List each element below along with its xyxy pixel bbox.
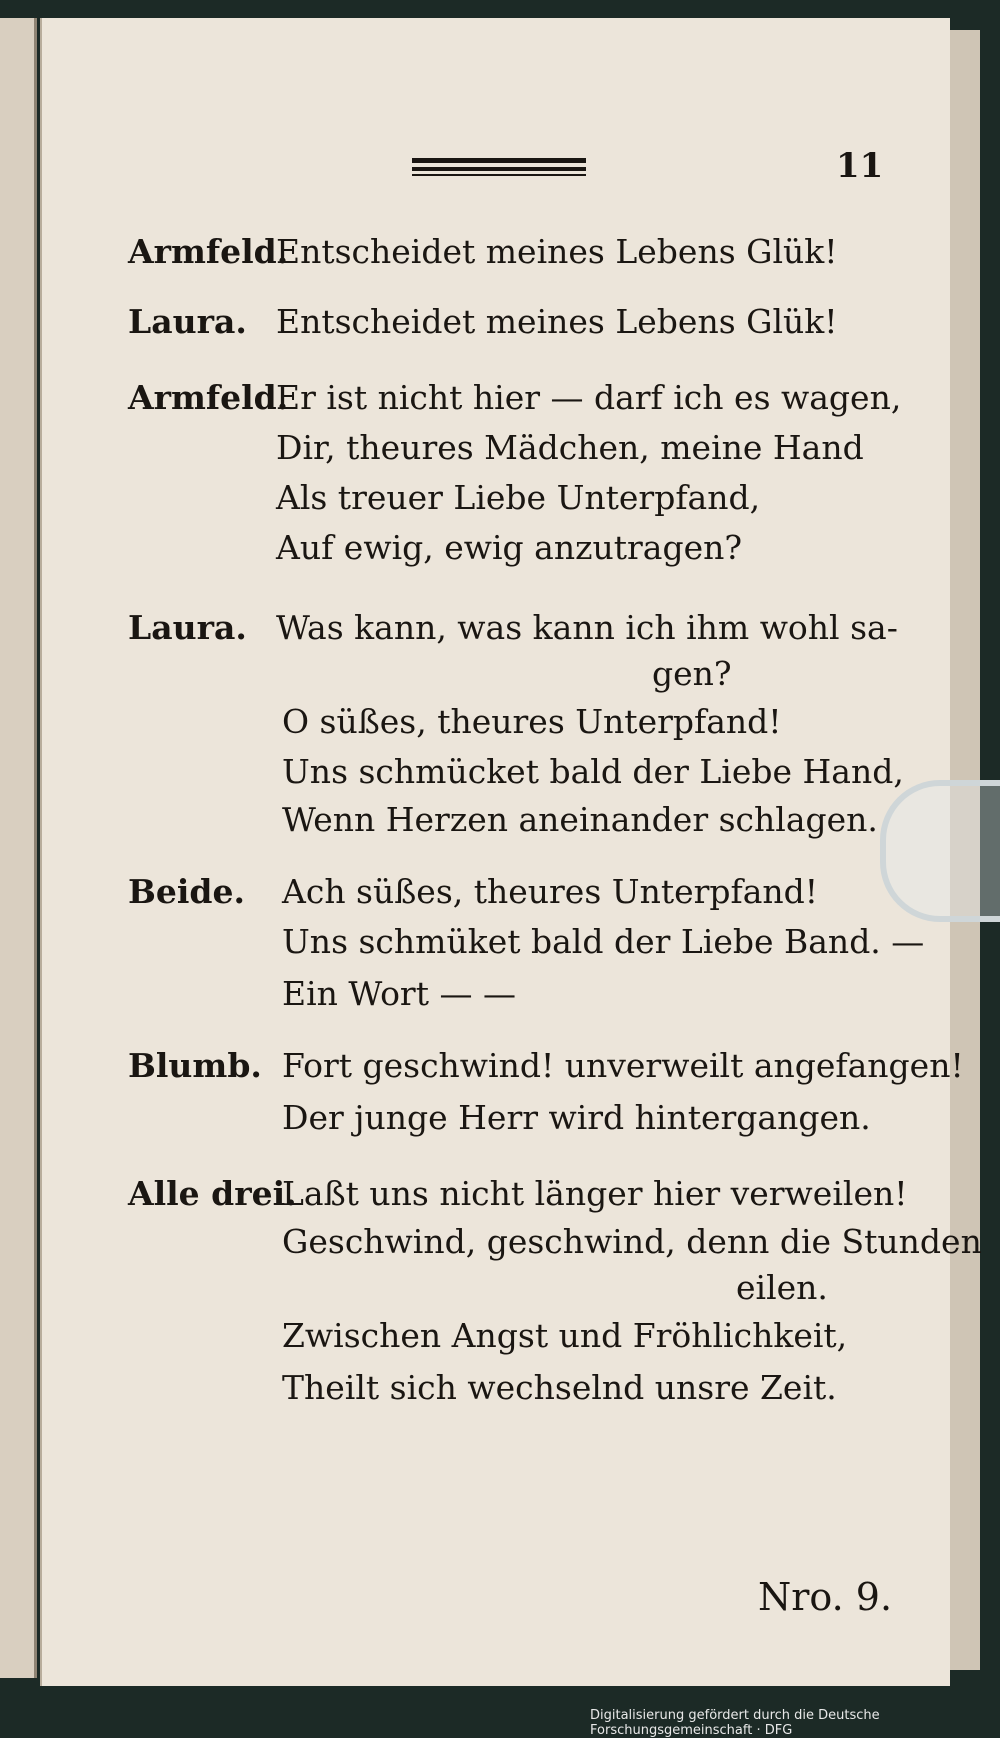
- verse-line: Dir, theures Mädchen, meine Hand: [276, 428, 864, 467]
- page-clip: [880, 780, 1000, 922]
- verse-line: Uns schmüket bald der Liebe Band. —: [282, 922, 925, 961]
- header-rule: [412, 158, 586, 176]
- speaker-label: Laura.: [128, 302, 247, 341]
- verse-line: Er ist nicht hier — darf ich es wagen,: [276, 378, 902, 417]
- speaker-label: Laura.: [128, 608, 247, 647]
- verse-line: Geschwind, geschwind, denn die Stunden: [282, 1222, 982, 1261]
- verse-line: Der junge Herr wird hintergangen.: [282, 1098, 871, 1137]
- verse-line: Theilt sich wechselnd unsre Zeit.: [282, 1368, 837, 1407]
- verse-line: Fort geschwind! unverweilt angefangen!: [282, 1046, 964, 1085]
- speaker-label: Armfeld.: [128, 378, 289, 417]
- speaker-label: Beide.: [128, 872, 245, 911]
- verse-line: Entscheidet meines Lebens Glük!: [276, 302, 838, 341]
- verse-line: Ein Wort — —: [282, 974, 516, 1013]
- verse-line-continuation: gen?: [652, 654, 732, 693]
- page-number: 11: [836, 146, 884, 186]
- verse-line: Ach süßes, theures Unterpfand!: [282, 872, 819, 911]
- verse-line: Wenn Herzen aneinander schlagen.: [282, 800, 878, 839]
- speaker-label: Armfeld.: [128, 232, 289, 271]
- catchword: Nro. 9.: [758, 1575, 893, 1619]
- verse-line: Laßt uns nicht länger hier verweilen!: [282, 1174, 908, 1213]
- verse-line: Zwischen Angst und Fröhlichkeit,: [282, 1316, 848, 1355]
- verse-line: Entscheidet meines Lebens Glük!: [276, 232, 838, 271]
- left-page-edge: [0, 18, 37, 1678]
- speaker-label: Alle drei.: [128, 1174, 297, 1213]
- verse-line: Auf ewig, ewig anzutragen?: [276, 528, 743, 567]
- verse-line: O süßes, theures Unterpfand!: [282, 702, 782, 741]
- verse-line: Als treuer Liebe Unterpfand,: [276, 478, 761, 517]
- verse-line-continuation: eilen.: [736, 1268, 828, 1307]
- verse-line: Uns schmücket bald der Liebe Hand,: [282, 752, 904, 791]
- speaker-label: Blumb.: [128, 1046, 262, 1085]
- verse-line: Was kann, was kann ich ihm wohl sa-: [276, 608, 898, 647]
- digitization-footer: Digitalisierung gefördert durch die Deutsche Forschungsgemeinschaft · DFG: [590, 1708, 880, 1738]
